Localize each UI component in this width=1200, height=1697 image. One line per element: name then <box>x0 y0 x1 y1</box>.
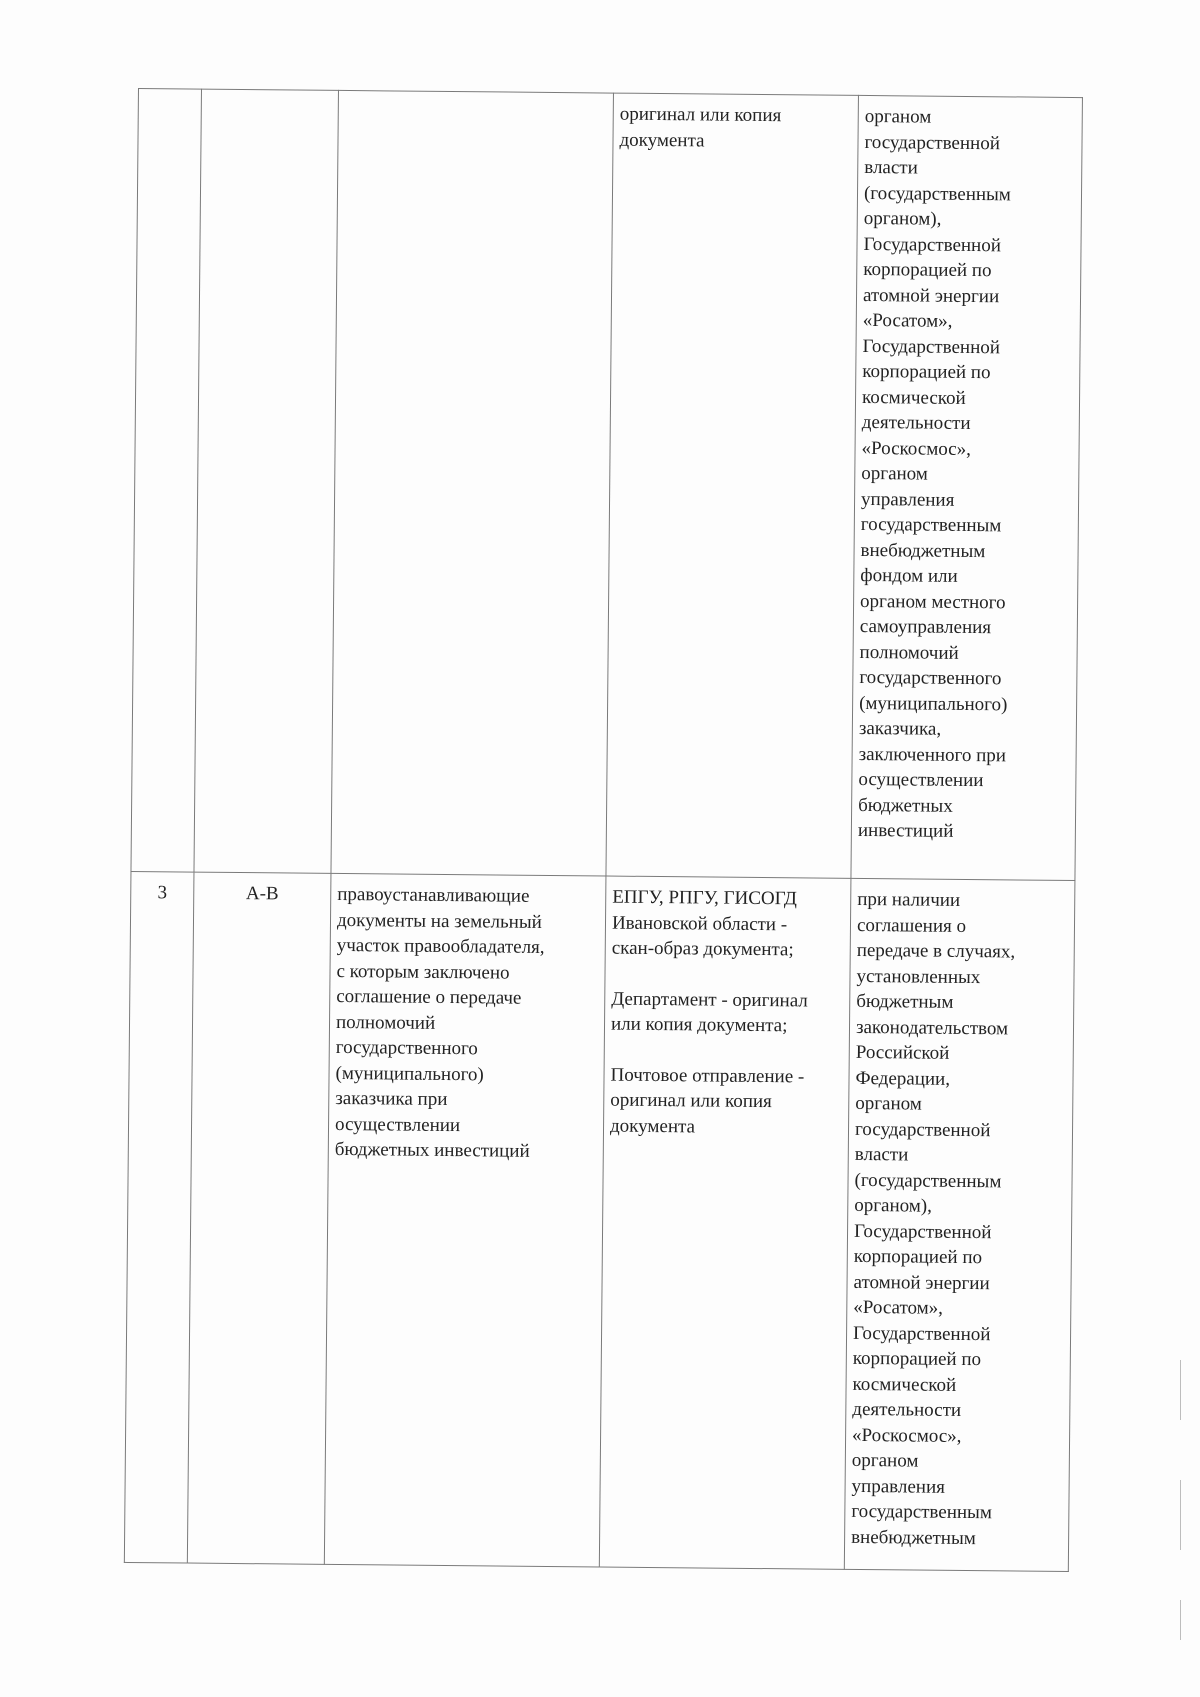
cell-code-empty <box>194 89 339 873</box>
scan-artifact <box>1180 1360 1181 1420</box>
cell-conditions: органом государственной власти (государственным органом), Государственной корпорацией по атомной энергии «Росатом», Государственной корпорацией по космической деятельности «Роскосмос», органом управления государственным внебюджетным фондом или органом местного самоуправления полномочий государственного (муниципального) заказчика, заключенного при осуществлении бюджетных инвестиций <box>851 95 1083 880</box>
documents-paragraph-epgu: ЕПГУ, РПГУ, ГИСОГД Ивановской области - скан-образ документа; <box>611 886 798 961</box>
cell-documents <box>599 876 851 1569</box>
cell-code: А-В <box>187 872 331 1564</box>
cell-description: правоустанавливающие документы на земельный участок правообладателя, с которым заключено соглашение о передаче полномочий государственного (муниципального) заказчика при осуществлении бюджетных инвестиций <box>324 873 606 1567</box>
documents-paragraph-post: Почтовое отправление - оригинал или копия документа <box>609 1064 805 1137</box>
documents-table <box>124 88 1083 1572</box>
cell-number: 3 <box>124 871 194 1563</box>
scan-artifact <box>1180 1600 1181 1640</box>
cell-conditions: при наличии соглашения о передаче в случаях, установленных бюджетным законодательством Российской Федерации, органом государственной власти (государственным органом), Государственной корпорацией по атомной энергии «Росатом», Государственной корпорацией по космической деятельности «Роскосмос», органом управления государственным внебюджетным <box>844 878 1075 1571</box>
table-row-3 <box>124 871 1075 1571</box>
cell-description-empty <box>331 90 614 876</box>
cell-number-empty <box>131 89 202 873</box>
documents-paragraph-department: Департамент - оригинал или копия документа; <box>610 988 808 1037</box>
cell-documents: оригинал или копия документа <box>606 93 859 878</box>
scan-artifact <box>1180 1480 1181 1550</box>
table-row-continuation <box>131 89 1082 881</box>
